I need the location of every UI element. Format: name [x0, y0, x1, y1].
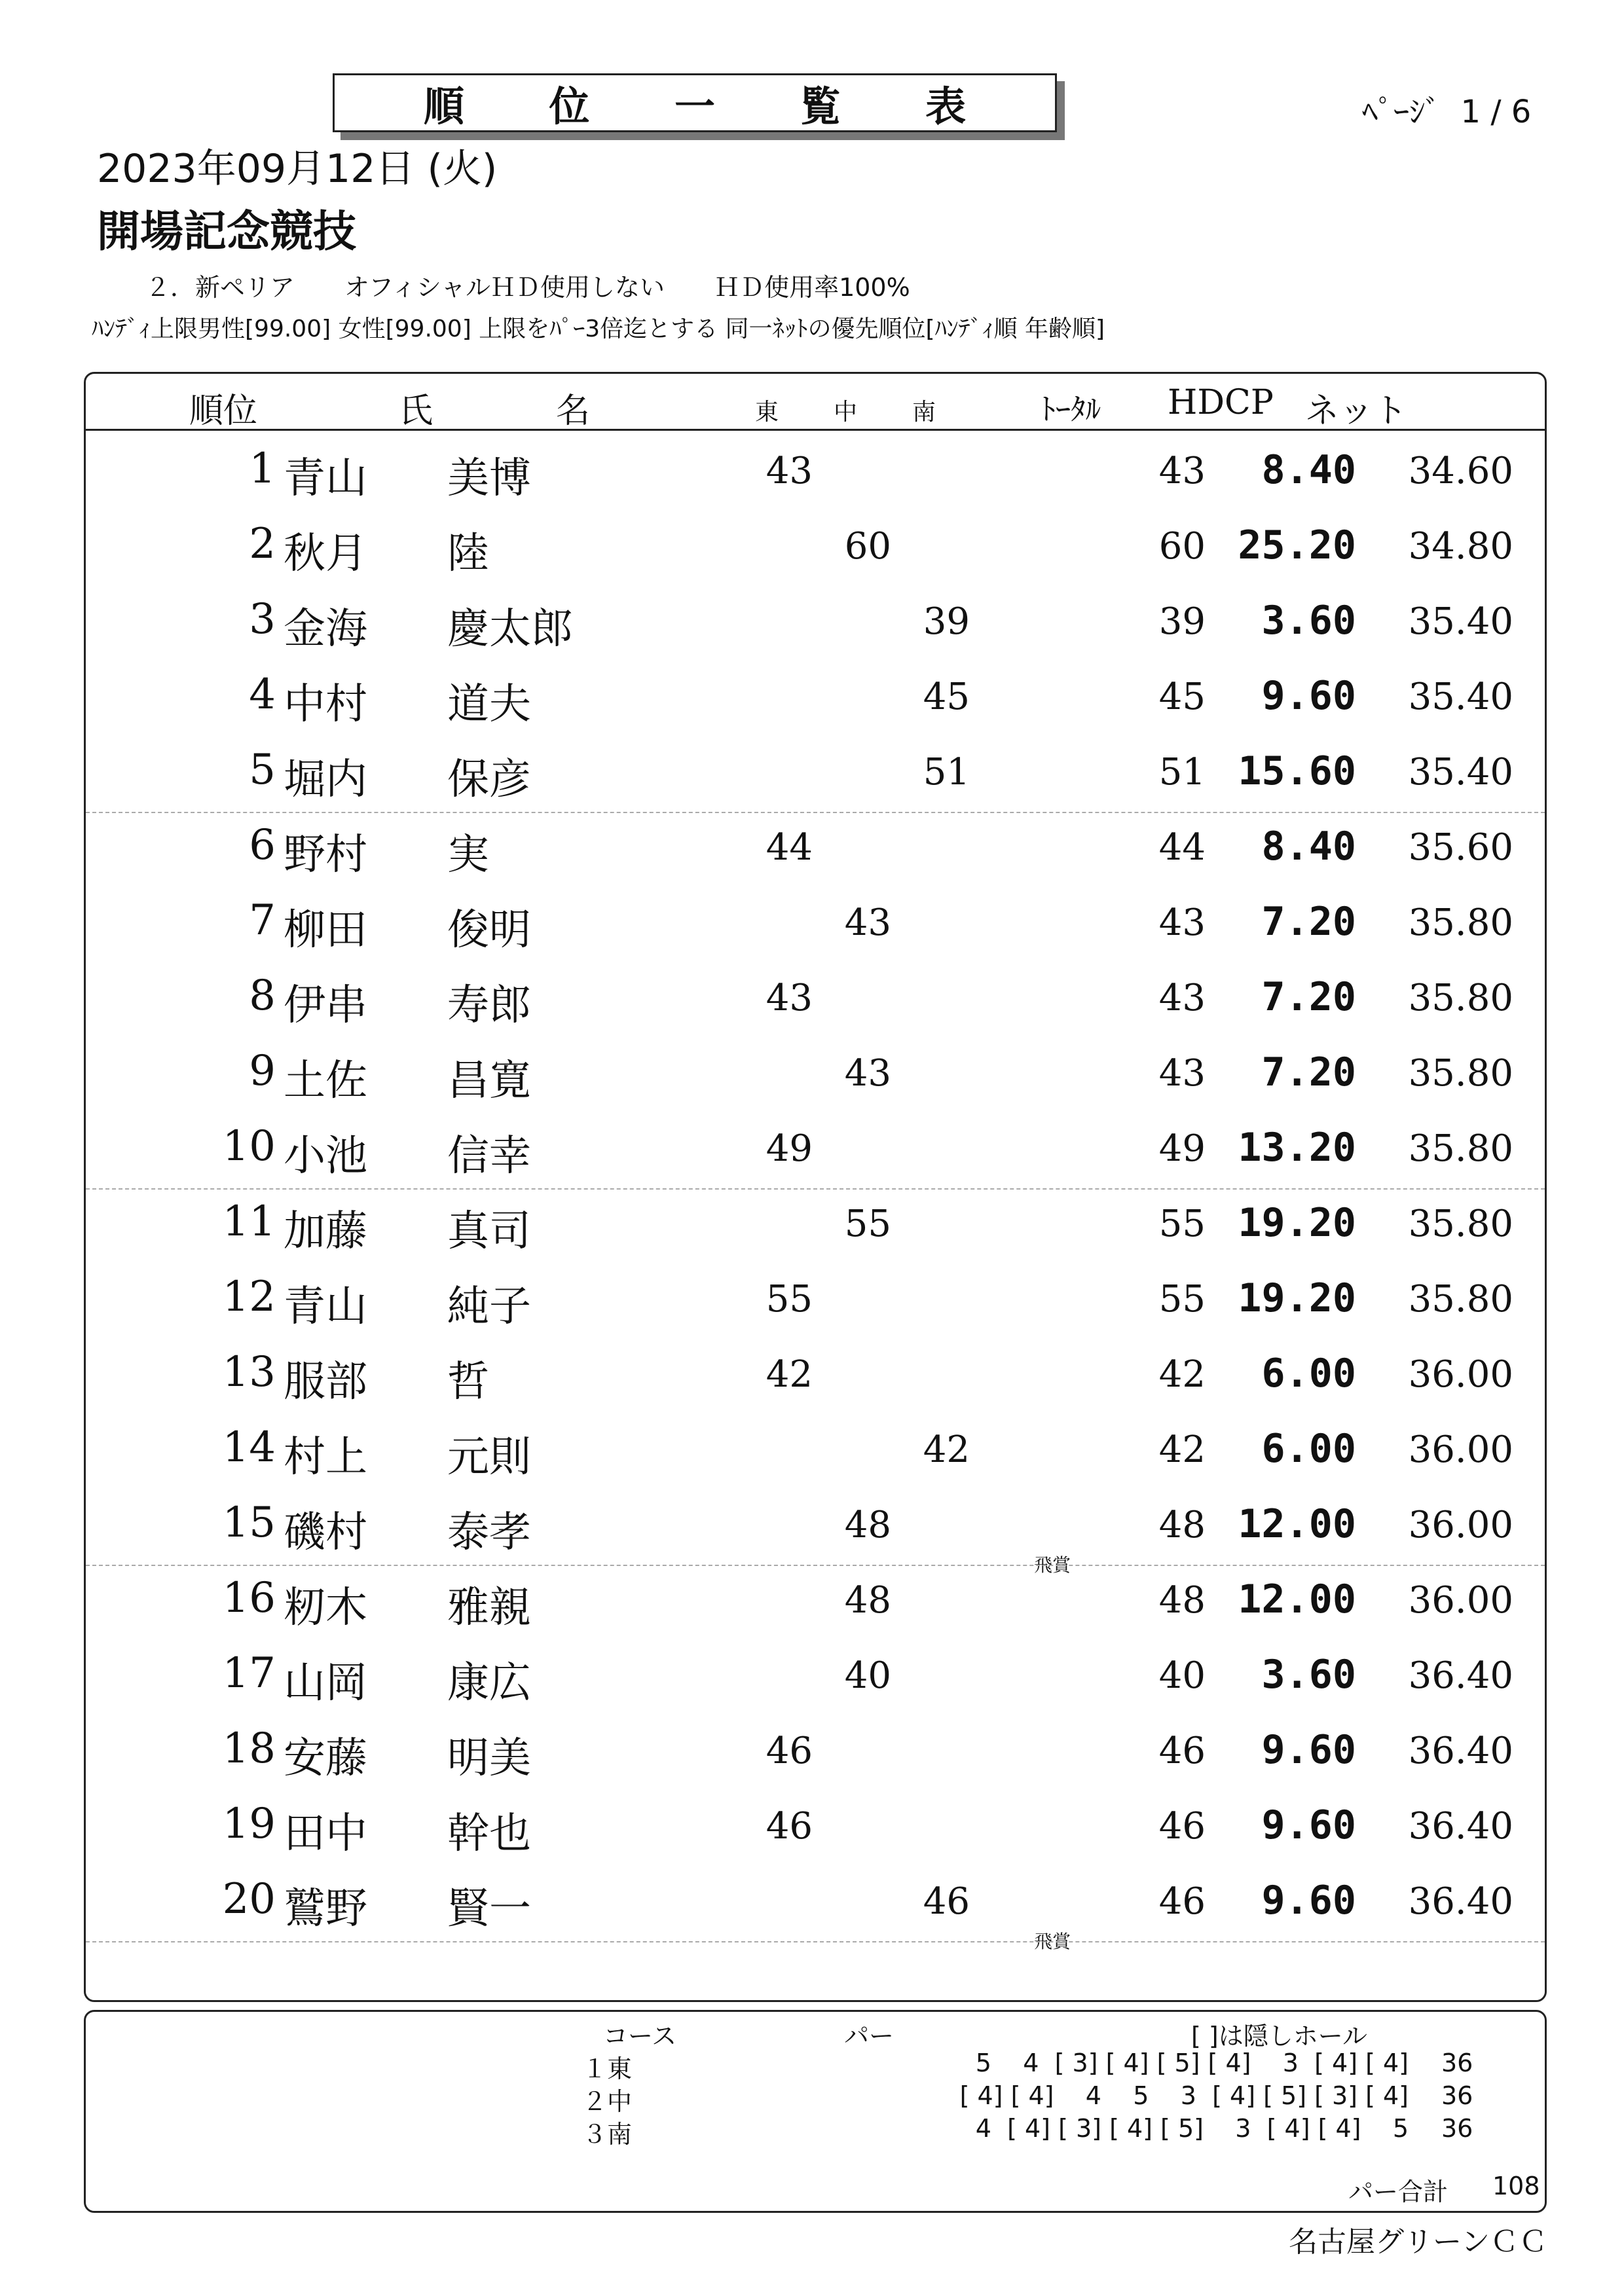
- middle-score-cell: 40: [844, 1654, 891, 1697]
- net-score-cell: 36.40: [1408, 1730, 1513, 1772]
- middle-score-cell: 48: [844, 1579, 891, 1622]
- east-score-cell: 44: [766, 826, 813, 869]
- first-name-cell: 慶太郎: [447, 605, 573, 653]
- hdcp-cell: 6.00: [1261, 1426, 1356, 1472]
- hdcp-cell: 19.20: [1238, 1200, 1356, 1246]
- first-name-cell: 昌寛: [447, 1057, 531, 1105]
- east-score-cell: 46: [766, 1805, 813, 1848]
- rank-cell: 3: [249, 595, 276, 644]
- course-total-south: 36: [1441, 2114, 1473, 2143]
- par-total-label: パー合計: [1348, 2178, 1449, 2206]
- total-score-cell: 48: [1158, 1504, 1206, 1546]
- title-box: [333, 73, 1057, 132]
- hdcp-cell: 9.60: [1261, 673, 1356, 719]
- event-date: 2023年09月12日 (火): [97, 146, 498, 192]
- table-row: [86, 508, 1545, 583]
- net-score-cell: 35.80: [1408, 1278, 1513, 1321]
- net-score-cell: 34.80: [1408, 525, 1513, 568]
- hdcp-cell: 8.40: [1261, 447, 1356, 493]
- hdcp-cell: 15.60: [1238, 748, 1356, 794]
- middle-score-cell: 43: [844, 1052, 891, 1095]
- last-name-cell: 山岡: [284, 1659, 367, 1707]
- net-score-cell: 35.40: [1408, 600, 1513, 643]
- column-header-hdcp: HDCP: [1168, 383, 1274, 422]
- table-row: [86, 1788, 1545, 1863]
- first-name-cell: 雅親: [447, 1584, 531, 1632]
- column-header-south: 南: [912, 399, 936, 426]
- net-score-cell: 35.80: [1408, 902, 1513, 944]
- first-name-cell: 保彦: [447, 756, 531, 804]
- last-name-cell: 籾木: [284, 1584, 367, 1632]
- hdcp-cell: 3.60: [1261, 598, 1356, 644]
- conditions-line-1: ２．新ペリア オフィシャルＨＤ使用しない ＨＤ使用率100%: [145, 273, 910, 302]
- total-score-cell: 51: [1158, 751, 1206, 793]
- last-name-cell: 服部: [284, 1358, 367, 1406]
- table-row: [86, 1637, 1545, 1713]
- middle-score-cell: 60: [844, 525, 891, 568]
- first-name-cell: 元則: [447, 1433, 531, 1482]
- page-indicator: ﾍﾟｰｼﾞ 1 / 6: [1362, 94, 1532, 130]
- table-row: [86, 1713, 1545, 1788]
- net-score-cell: 35.40: [1408, 676, 1513, 718]
- east-score-cell: 46: [766, 1730, 813, 1772]
- hdcp-cell: 8.40: [1261, 824, 1356, 869]
- first-name-cell: 真司: [447, 1207, 531, 1256]
- last-name-cell: 伊串: [284, 981, 367, 1030]
- net-score-cell: 36.00: [1408, 1504, 1513, 1546]
- total-score-cell: 55: [1158, 1278, 1206, 1321]
- rank-cell: 13: [222, 1348, 276, 1396]
- total-score-cell: 49: [1158, 1127, 1206, 1170]
- hdcp-cell: 6.00: [1261, 1351, 1356, 1396]
- total-score-cell: 60: [1158, 525, 1206, 568]
- hdcp-cell: 13.20: [1238, 1125, 1356, 1171]
- total-score-cell: 43: [1158, 977, 1206, 1019]
- net-score-cell: 35.60: [1408, 826, 1513, 869]
- south-score-cell: 45: [923, 676, 970, 718]
- table-row: [86, 1863, 1545, 1952]
- rank-cell: 9: [249, 1047, 276, 1095]
- total-score-cell: 43: [1158, 1052, 1206, 1095]
- total-score-cell: 55: [1158, 1203, 1206, 1245]
- last-name-cell: 柳田: [284, 906, 367, 955]
- table-row: [86, 960, 1545, 1035]
- east-score-cell: 55: [766, 1278, 813, 1321]
- table-row: [86, 433, 1545, 508]
- rank-cell: 18: [222, 1724, 276, 1773]
- east-score-cell: 49: [766, 1127, 813, 1170]
- par-total-value: 108: [1492, 2172, 1540, 2200]
- hdcp-cell: 19.20: [1238, 1275, 1356, 1321]
- first-name-cell: 泰孝: [447, 1508, 531, 1557]
- total-score-cell: 46: [1158, 1805, 1206, 1848]
- table-row: [86, 1412, 1545, 1487]
- last-name-cell: 村上: [284, 1433, 367, 1482]
- rank-cell: 7: [249, 896, 276, 945]
- last-name-cell: 田中: [284, 1810, 367, 1858]
- hdcp-cell: 25.20: [1238, 522, 1356, 568]
- south-score-cell: 51: [923, 751, 970, 793]
- hdcp-cell: 9.60: [1261, 1802, 1356, 1848]
- course-name-south: ３南: [582, 2120, 633, 2149]
- table-row: [86, 1562, 1545, 1637]
- first-name-cell: 道夫: [447, 680, 531, 729]
- middle-score-cell: 48: [844, 1504, 891, 1546]
- hdcp-cell: 3.60: [1261, 1652, 1356, 1698]
- hdcp-cell: 12.00: [1238, 1576, 1356, 1622]
- table-row: [86, 884, 1545, 960]
- column-header-name-1: 氏: [399, 392, 434, 431]
- column-header-total: ﾄｰﾀﾙ: [1041, 392, 1101, 427]
- course-total-east: 36: [1441, 2049, 1473, 2077]
- last-name-cell: 小池: [284, 1132, 367, 1180]
- table-row: [86, 1035, 1545, 1110]
- table-row: [86, 1487, 1545, 1576]
- total-score-cell: 39: [1158, 600, 1206, 643]
- rank-cell: 14: [222, 1423, 276, 1472]
- course-name-east: １東: [582, 2054, 633, 2083]
- first-name-cell: 賢一: [447, 1885, 531, 1933]
- total-score-cell: 43: [1158, 450, 1206, 492]
- table-row: [86, 1110, 1545, 1186]
- hdcp-cell: 7.20: [1261, 899, 1356, 945]
- hdcp-cell: 12.00: [1238, 1501, 1356, 1547]
- first-name-cell: 陸: [447, 530, 489, 578]
- course-total-middle: 36: [1441, 2081, 1473, 2110]
- total-score-cell: 44: [1158, 826, 1206, 869]
- south-score-cell: 42: [923, 1429, 970, 1471]
- award-note: 飛賞: [1034, 1554, 1071, 1576]
- first-name-cell: 信幸: [447, 1132, 531, 1180]
- last-name-cell: 青山: [284, 1283, 367, 1331]
- east-score-cell: 43: [766, 977, 813, 1019]
- first-name-cell: 俊明: [447, 906, 531, 955]
- net-score-cell: 35.80: [1408, 1203, 1513, 1245]
- rank-cell: 17: [222, 1649, 276, 1698]
- last-name-cell: 土佐: [284, 1057, 367, 1105]
- rank-cell: 12: [222, 1273, 276, 1321]
- rank-cell: 6: [249, 821, 276, 869]
- east-score-cell: 42: [766, 1353, 813, 1396]
- table-row: [86, 809, 1545, 884]
- total-score-cell: 48: [1158, 1579, 1206, 1622]
- net-score-cell: 36.00: [1408, 1429, 1513, 1471]
- rank-cell: 10: [222, 1122, 276, 1171]
- column-header-middle: 中: [834, 399, 858, 426]
- table-row: [86, 583, 1545, 659]
- results-table: [84, 372, 1547, 2002]
- par-label: パー: [844, 2022, 895, 2050]
- net-score-cell: 36.00: [1408, 1579, 1513, 1622]
- net-score-cell: 34.60: [1408, 450, 1513, 492]
- total-score-cell: 40: [1158, 1654, 1206, 1697]
- total-score-cell: 42: [1158, 1353, 1206, 1396]
- east-score-cell: 43: [766, 450, 813, 492]
- course-label: コース: [603, 2022, 677, 2050]
- hdcp-cell: 7.20: [1261, 974, 1356, 1020]
- first-name-cell: 美博: [447, 454, 531, 503]
- last-name-cell: 金海: [284, 605, 367, 653]
- net-score-cell: 36.40: [1408, 1805, 1513, 1848]
- club-name: 名古屋グリーンＣＣ: [1289, 2225, 1548, 2259]
- event-name: 開場記念競技: [97, 206, 356, 257]
- course-info: [84, 2010, 1547, 2213]
- net-score-cell: 36.40: [1408, 1880, 1513, 1923]
- course-pars-east: 5 4 [ 3] [ 4] [ 5] [ 4] 3 [ 4] [ 4]: [975, 2049, 1409, 2077]
- rank-cell: 2: [249, 520, 276, 568]
- row-group-divider: [86, 1941, 1545, 1942]
- last-name-cell: 加藤: [284, 1207, 367, 1256]
- column-header-name-2: 名: [556, 392, 591, 431]
- table-row: [86, 659, 1545, 734]
- hdcp-cell: 9.60: [1261, 1727, 1356, 1773]
- last-name-cell: 秋月: [284, 530, 367, 578]
- table-row: [86, 1186, 1545, 1261]
- first-name-cell: 明美: [447, 1734, 531, 1783]
- net-score-cell: 35.40: [1408, 751, 1513, 793]
- total-score-cell: 42: [1158, 1429, 1206, 1471]
- last-name-cell: 中村: [284, 680, 367, 729]
- course-name-middle: ２中: [582, 2087, 633, 2116]
- net-score-cell: 35.80: [1408, 1127, 1513, 1170]
- course-pars-middle: [ 4] [ 4] 4 5 3 [ 4] [ 5] [ 3] [ 4]: [959, 2081, 1409, 2110]
- first-name-cell: 純子: [447, 1283, 531, 1331]
- rank-cell: 16: [222, 1574, 276, 1622]
- total-score-cell: 45: [1158, 676, 1206, 718]
- south-score-cell: 39: [923, 600, 970, 643]
- column-header-rank: 順位: [189, 392, 258, 431]
- first-name-cell: 実: [447, 831, 489, 879]
- table-row: [86, 734, 1545, 809]
- first-name-cell: 幹也: [447, 1810, 531, 1858]
- award-note: 飛賞: [1034, 1931, 1071, 1952]
- middle-score-cell: 43: [844, 902, 891, 944]
- middle-score-cell: 55: [844, 1203, 891, 1245]
- last-name-cell: 安藤: [284, 1734, 367, 1783]
- rank-cell: 19: [222, 1800, 276, 1848]
- net-score-cell: 36.40: [1408, 1654, 1513, 1697]
- net-score-cell: 35.80: [1408, 977, 1513, 1019]
- rank-cell: 11: [222, 1197, 276, 1246]
- total-score-cell: 46: [1158, 1880, 1206, 1923]
- rank-cell: 5: [249, 746, 276, 794]
- last-name-cell: 堀内: [284, 756, 367, 804]
- column-header-east: 東: [755, 399, 779, 426]
- rank-cell: 20: [222, 1875, 276, 1923]
- table-header: [86, 374, 1545, 431]
- rank-cell: 8: [249, 972, 276, 1020]
- document-title: 順 位 一 覧 表: [423, 82, 1002, 130]
- south-score-cell: 46: [923, 1880, 970, 1923]
- total-score-cell: 46: [1158, 1730, 1206, 1772]
- conditions-line-2: ﾊﾝﾃﾞｨ上限男性[99.00] 女性[99.00] 上限をﾊﾟｰ3倍迄とする 同一ﾈｯﾄの優先順位[ﾊﾝﾃﾞｨ順 年齢順]: [92, 316, 1105, 342]
- last-name-cell: 鷲野: [284, 1885, 367, 1933]
- first-name-cell: 寿郎: [447, 981, 531, 1030]
- table-row: [86, 1336, 1545, 1412]
- hidden-hole-label: [ ]は隠しホール: [1191, 2022, 1367, 2050]
- course-pars-south: 4 [ 4] [ 3] [ 4] [ 5] 3 [ 4] [ 4] 5: [975, 2114, 1409, 2143]
- total-score-cell: 43: [1158, 902, 1206, 944]
- hdcp-cell: 9.60: [1261, 1878, 1356, 1923]
- last-name-cell: 野村: [284, 831, 367, 879]
- last-name-cell: 青山: [284, 454, 367, 503]
- net-score-cell: 35.80: [1408, 1052, 1513, 1095]
- column-header-net: ネット: [1305, 392, 1408, 431]
- last-name-cell: 磯村: [284, 1508, 367, 1557]
- rank-cell: 4: [249, 670, 276, 719]
- hdcp-cell: 7.20: [1261, 1049, 1356, 1095]
- rank-cell: 1: [249, 445, 276, 493]
- rank-cell: 15: [222, 1499, 276, 1547]
- first-name-cell: 哲: [447, 1358, 489, 1406]
- net-score-cell: 36.00: [1408, 1353, 1513, 1396]
- first-name-cell: 康広: [447, 1659, 531, 1707]
- table-row: [86, 1261, 1545, 1336]
